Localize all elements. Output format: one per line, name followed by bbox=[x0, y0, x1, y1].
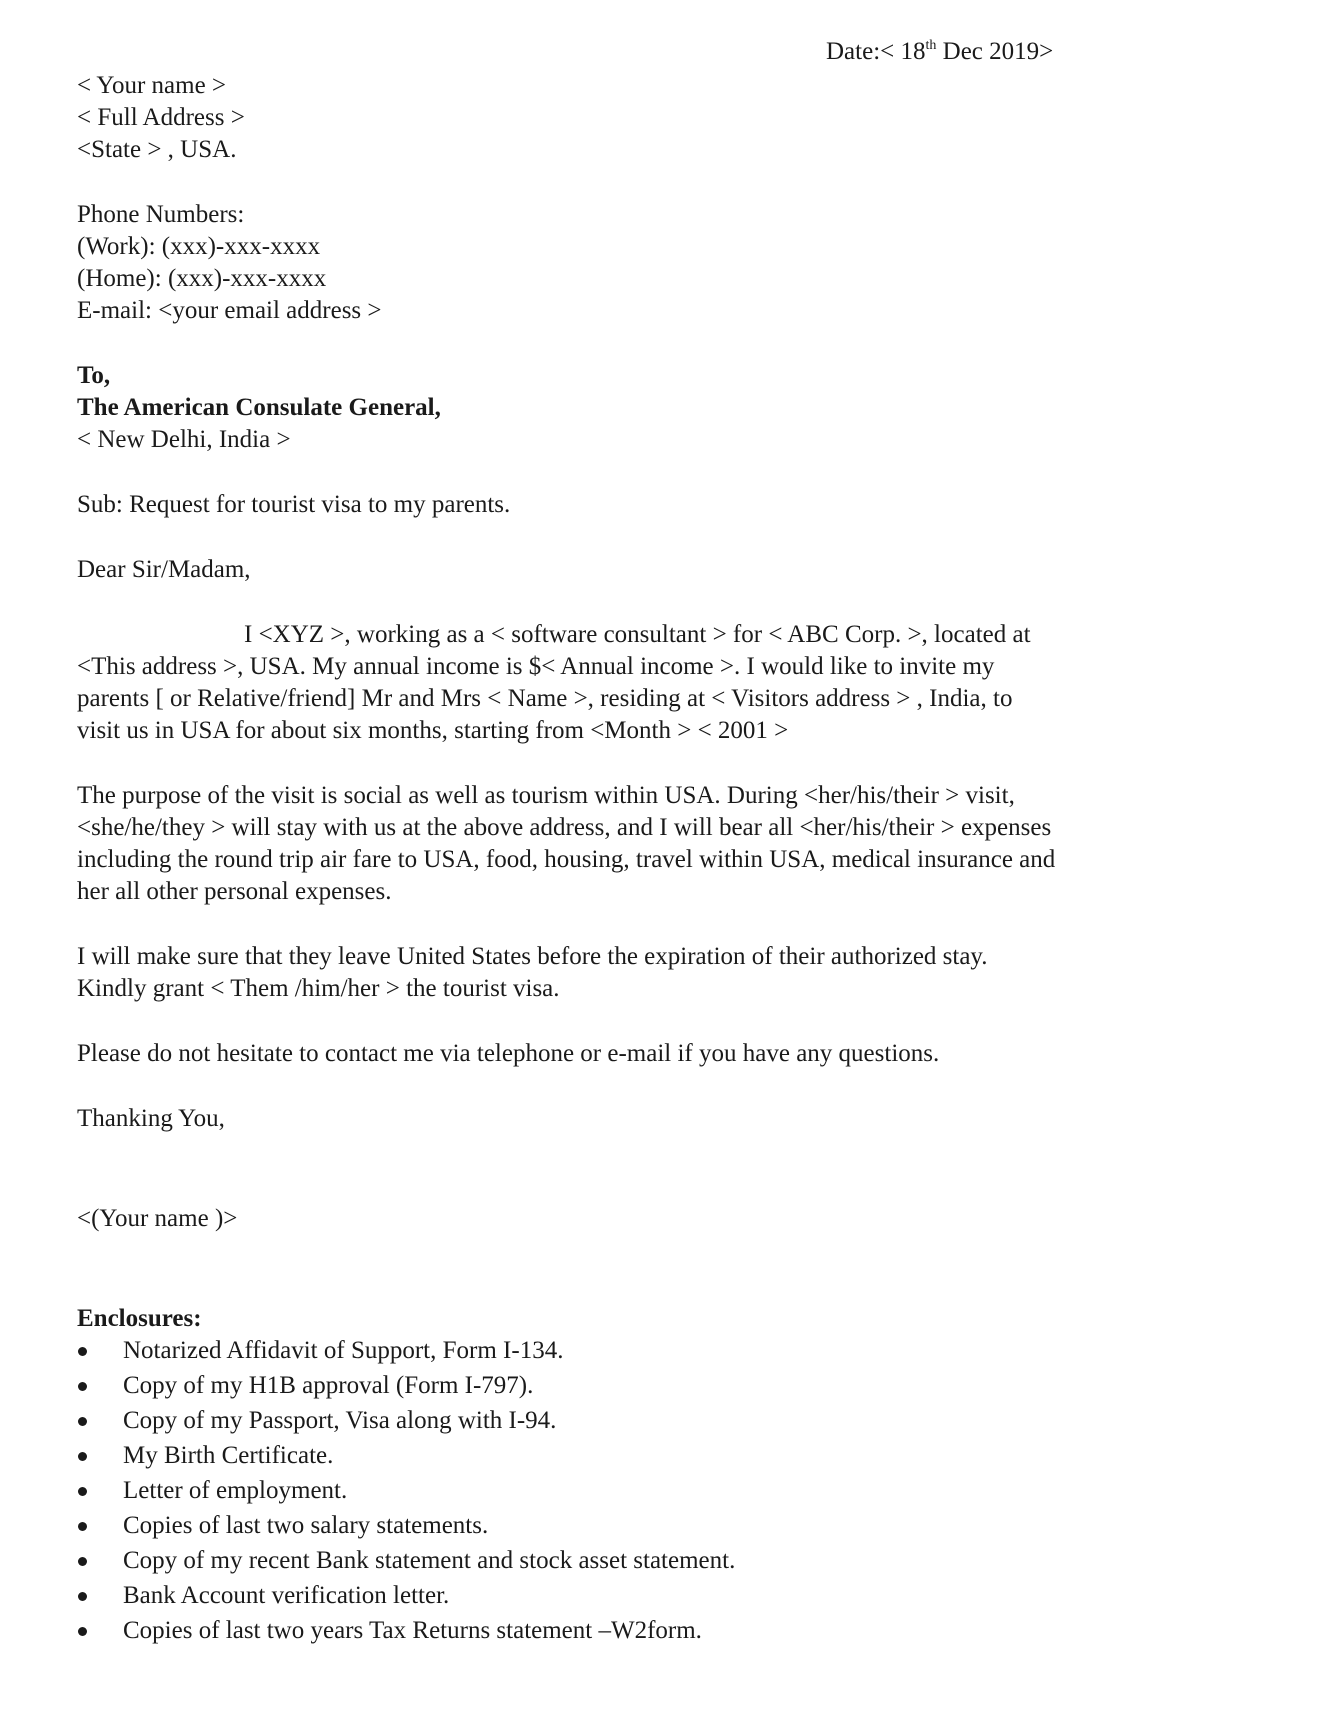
paragraph-line: I will make sure that they leave United States before the expiration of their authorized stay. bbox=[77, 943, 988, 970]
paragraph-assurance bbox=[77, 941, 1197, 1005]
sender-state: <State > , USA. bbox=[77, 136, 237, 163]
recipient-location: < New Delhi, India > bbox=[77, 426, 291, 453]
list-item bbox=[77, 1615, 1197, 1650]
bullet-icon bbox=[78, 1417, 87, 1426]
bullet-icon bbox=[78, 1557, 87, 1566]
paragraph-line: <she/he/they > will stay with us at the above address, and I will bear all <her/his/their > expenses bbox=[77, 814, 1052, 841]
paragraph-line: I <XYZ >, working as a < software consultant > for < ABC Corp. >, located at bbox=[244, 621, 1031, 648]
letter-body bbox=[77, 70, 1197, 1650]
paragraph-line: <This address >, USA. My annual income is $< Annual income >. I would like to invite my bbox=[77, 653, 995, 680]
enclosures-list bbox=[77, 1335, 1197, 1650]
paragraph-line: The purpose of the visit is social as well as tourism within USA. During <her/his/their > visit, bbox=[77, 782, 1015, 809]
bullet-icon bbox=[78, 1452, 87, 1461]
bullet-icon bbox=[78, 1347, 87, 1356]
list-item-text: Copy of my recent Bank statement and stock asset statement. bbox=[123, 1547, 736, 1574]
paragraph-invitation bbox=[77, 619, 1197, 747]
phone-home: (Home): (xxx)-xxx-xxxx bbox=[77, 265, 327, 292]
paragraph-purpose bbox=[77, 780, 1197, 908]
bullet-icon bbox=[78, 1382, 87, 1391]
list-item bbox=[77, 1475, 1197, 1510]
paragraph-line: including the round trip air fare to USA, food, housing, travel within USA, medical insurance and bbox=[77, 846, 1056, 873]
sender-email: E-mail: <your email address > bbox=[77, 297, 382, 324]
date-superscript: th bbox=[925, 38, 937, 53]
paragraph-line: visit us in USA for about six months, starting from <Month > < 2001 > bbox=[77, 717, 789, 744]
list-item bbox=[77, 1440, 1197, 1475]
list-item-text: My Birth Certificate. bbox=[123, 1442, 334, 1469]
phone-work: (Work): (xxx)-xxx-xxxx bbox=[77, 233, 321, 260]
date-prefix: Date:< 18 bbox=[826, 38, 926, 65]
recipient-name: The American Consulate General, bbox=[77, 394, 441, 421]
bullet-icon bbox=[78, 1522, 87, 1531]
list-item-text: Copy of my H1B approval (Form I-797). bbox=[123, 1372, 534, 1399]
subject-line: Sub: Request for tourist visa to my parents. bbox=[77, 491, 511, 518]
enclosures-heading: Enclosures: bbox=[77, 1305, 202, 1332]
list-item-text: Bank Account verification letter. bbox=[123, 1582, 450, 1609]
list-item-text: Copies of last two years Tax Returns statement –W2form. bbox=[123, 1617, 702, 1644]
recipient-to: To, bbox=[77, 362, 111, 389]
phone-heading: Phone Numbers: bbox=[77, 201, 245, 228]
closing: Thanking You, bbox=[77, 1105, 225, 1132]
bullet-icon bbox=[78, 1627, 87, 1636]
list-item bbox=[77, 1405, 1197, 1440]
list-item-text: Letter of employment. bbox=[123, 1477, 348, 1504]
list-item bbox=[77, 1545, 1197, 1580]
list-item-text: Notarized Affidavit of Support, Form I-134. bbox=[123, 1337, 564, 1364]
paragraph-contact: Please do not hesitate to contact me via telephone or e-mail if you have any questions. bbox=[77, 1040, 940, 1067]
list-item bbox=[77, 1370, 1197, 1405]
sender-address: < Full Address > bbox=[77, 104, 245, 131]
sender-name: < Your name > bbox=[77, 72, 227, 99]
list-item bbox=[77, 1510, 1197, 1545]
paragraph-line: her all other personal expenses. bbox=[77, 878, 392, 905]
list-item-text: Copies of last two salary statements. bbox=[123, 1512, 489, 1539]
letter-date bbox=[826, 36, 1053, 68]
signature-name: <(Your name )> bbox=[77, 1205, 238, 1232]
paragraph-line: parents [ or Relative/friend] Mr and Mrs < Name >, residing at < Visitors address > , India, to bbox=[77, 685, 1013, 712]
salutation: Dear Sir/Madam, bbox=[77, 556, 251, 583]
paragraph-line: Kindly grant < Them /him/her > the tourist visa. bbox=[77, 975, 560, 1002]
date-suffix: Dec 2019> bbox=[936, 38, 1054, 65]
list-item bbox=[77, 1580, 1197, 1615]
list-item-text: Copy of my Passport, Visa along with I-94. bbox=[123, 1407, 557, 1434]
list-item bbox=[77, 1335, 1197, 1370]
bullet-icon bbox=[78, 1487, 87, 1496]
bullet-icon bbox=[78, 1592, 87, 1601]
